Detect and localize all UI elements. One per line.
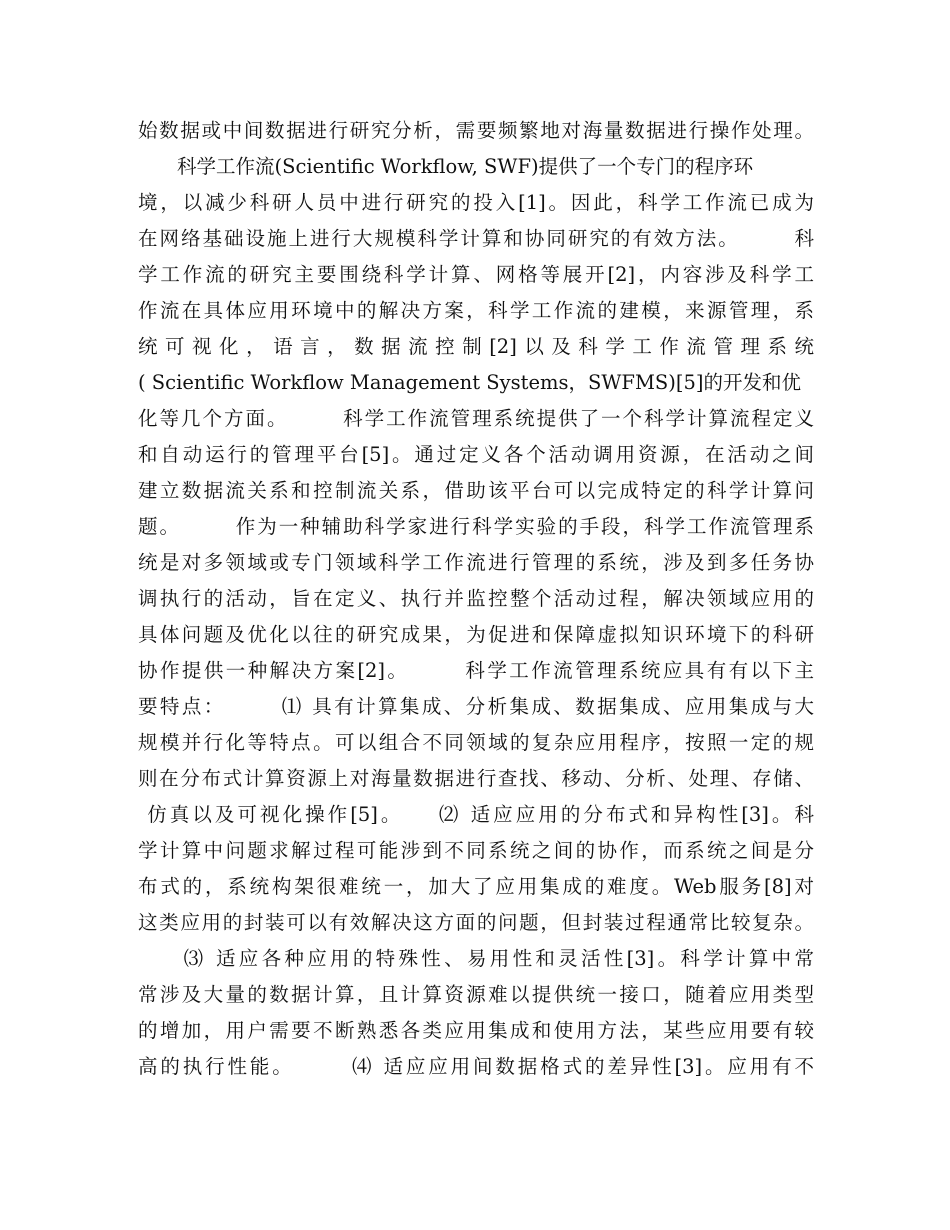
text-line-24: ⑶ 适应各种应用的特殊性、易用性和灵活性[3]。科学计算中常 bbox=[138, 947, 814, 970]
text-line-17: 要特点： ⑴ 具有计算集成、分析集成、数据集成、应用集成与大 bbox=[138, 695, 814, 718]
text-line-25: 常涉及大量的数据计算，且计算资源难以提供统一接口，随着应用类型 bbox=[138, 983, 814, 1006]
text-line-21: 学计算中问题求解过程可能涉到不同系统之间的协作，而系统之间是分 bbox=[138, 839, 814, 862]
text-line-12: 题。 作为一种辅助科学家进行科学实验的手段，科学工作流管理系 bbox=[138, 515, 814, 538]
text-line-3: 境，以减少科研人员中进行研究的投入[1]。因此，科学工作流已成为 bbox=[138, 191, 814, 214]
text-line-23: 这类应用的封装可以有效解决这方面的问题，但封装过程通常比较复杂。 bbox=[138, 911, 814, 934]
text-line-5: 学工作流的研究主要围绕科学计算、网格等展开[2]，内容涉及科学工 bbox=[138, 263, 814, 286]
text-line-9: 化等几个方面。 科学工作流管理系统提供了一个科学计算流程定义 bbox=[138, 407, 814, 430]
text-line-18: 规模并行化等特点。可以组合不同领域的复杂应用程序，按照一定的规 bbox=[138, 731, 814, 754]
text-line-20: 仿真以及可视化操作[5]。 ⑵ 适应应用的分布式和异构性[3]。科 bbox=[138, 803, 814, 826]
text-line-6: 作流在具体应用环境中的解决方案，科学工作流的建模，来源管理，系 bbox=[138, 299, 814, 322]
text-line-7: 统可视化，语言，数据流控制[2]以及科学工作流管理系统 bbox=[138, 335, 814, 358]
text-line-1: 始数据或中间数据进行研究分析，需要频繁地对海量数据进行操作处理。 bbox=[138, 119, 814, 142]
text-line-22: 布式的，系统构架很难统一，加大了应用集成的难度。Web服务[8]对 bbox=[138, 875, 814, 898]
text-line-10: 和自动运行的管理平台[5]。通过定义各个活动调用资源，在活动之间 bbox=[138, 443, 814, 466]
text-line-19: 则在分布式计算资源上对海量数据进行查找、移动、分析、处理、存储、 bbox=[138, 767, 814, 790]
text-line-11: 建立数据流关系和控制流关系，借助该平台可以完成特定的科学计算问 bbox=[138, 479, 814, 502]
text-line-8: ( Scientific Workflow Management Systems，SWFMS)[5]的开发和优 bbox=[138, 371, 802, 394]
text-line-14: 调执行的活动，旨在定义、执行并监控整个活动过程，解决领域应用的 bbox=[138, 587, 814, 610]
text-line-15: 具体问题及优化以往的研究成果，为促进和保障虚拟知识环境下的科研 bbox=[138, 623, 814, 646]
text-line-2: 科学工作流(Scientific Workflow, SWF)提供了一个专门的程序环 bbox=[138, 155, 754, 178]
text-line-26: 的增加，用户需要不断熟悉各类应用集成和使用方法，某些应用要有较 bbox=[138, 1019, 814, 1042]
text-line-16: 协作提供一种解决方案[2]。 科学工作流管理系统应具有有以下主 bbox=[138, 659, 814, 682]
text-line-27: 高的执行性能。 ⑷ 适应应用间数据格式的差异性[3]。应用有不 bbox=[138, 1055, 814, 1078]
text-line-13: 统是对多领域或专门领域科学工作流进行管理的系统，涉及到多任务协 bbox=[138, 551, 814, 574]
text-line-4: 在网络基础设施上进行大规模科学计算和协同研究的有效方法。 科 bbox=[138, 227, 814, 250]
